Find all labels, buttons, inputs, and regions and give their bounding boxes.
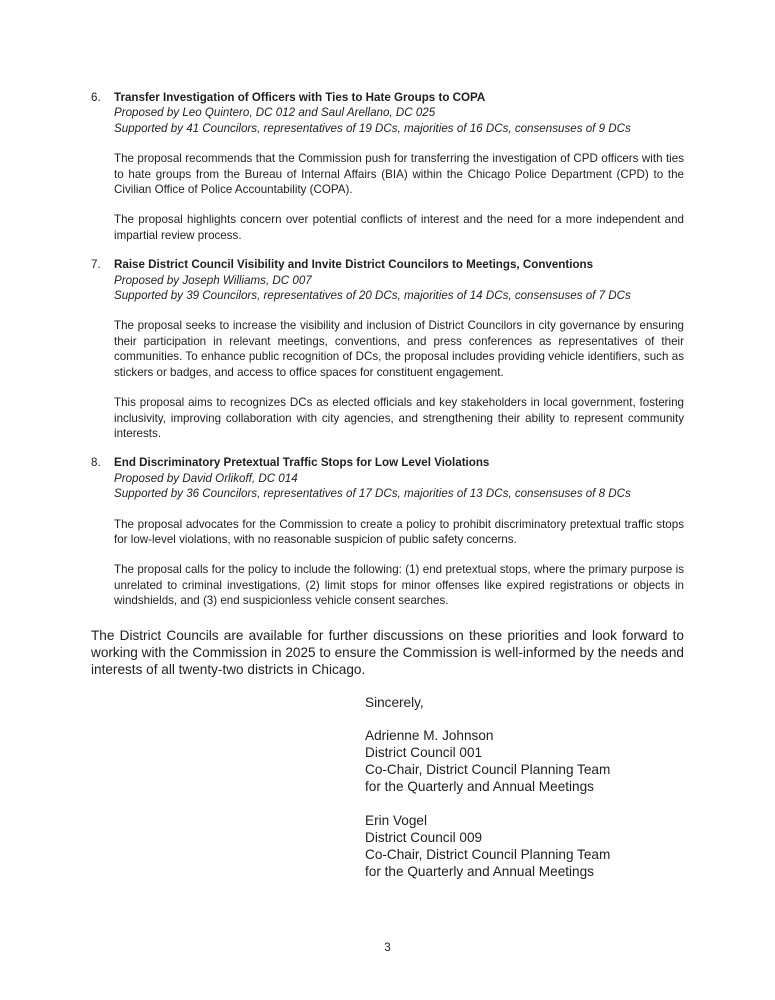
proposal-paragraph: This proposal aims to recognizes DCs as elected officials and key stakeholders in local government, fostering inclusivity, improving collaboration with city agencies, and strengthening their ability to represent community interests. [114,396,684,440]
proposal-title: Raise District Council Visibility and Invite District Councilors to Meetings, Conventions [114,258,594,272]
proposal-paragraph: The proposal seeks to increase the visibility and inclusion of District Councilors in city governance by ensuring their participation in relevant meetings, conventions, and press conferences as representatives of their communities. To enhance public recognition of DCs, the proposal includes providing vehicle identifiers, such as stickers or badges, and access to office spaces for constituent engagement. [114,319,684,379]
proposal-paragraph: The proposal highlights concern over potential conflicts of interest and the need for a more independent and impartial review process. [114,213,684,242]
item-number: 6. [91,91,101,104]
proposal-item [91,257,684,441]
signatory-role: Co-Chair, District Council Planning Team [365,847,611,862]
proposal-title: End Discriminatory Pretextual Traffic Stops for Low Level Violations [114,456,490,470]
proposal-item [91,90,684,243]
proposal-paragraph: The proposal advocates for the Commission to create a policy to prohibit discriminatory pretextual traffic stops for low-level violations, with no reasonable suspicion of public safety concerns. [114,517,684,546]
item-number: 8. [91,456,101,470]
proposal-paragraph: The proposal calls for the policy to include the following: (1) end pretextual stops, where the primary purpose is unrelated to criminal investigations, (2) limit stops for minor offenses like expired registrations or objects in windshields, and (3) end suspicionless vehicle consent searches. [114,563,684,608]
signature-block [365,812,665,880]
signatory-role: Co-Chair, District Council Planning Team [365,762,611,777]
signatory-council: District Council 009 [365,830,483,845]
signatory-council: District Council 001 [365,745,483,760]
proposed-by-line: Proposed by Leo Quintero, DC 012 and Saul Arellano, DC 025 [114,106,436,120]
supported-by-line: Supported by 39 Councilors, representatives of 20 DCs, majorities of 14 DCs, consensuses of 7 DCs [114,289,631,303]
sign-off [365,694,665,711]
proposed-by-line: Proposed by David Orlikoff, DC 014 [114,471,298,485]
signatory-name: Erin Vogel [365,813,427,828]
proposed-by-line: Proposed by Joseph Williams, DC 007 [114,273,312,287]
sign-off-text: Sincerely, [365,695,424,710]
signatory-role-detail: for the Quarterly and Annual Meetings [365,864,594,879]
proposal-list [91,90,684,623]
supported-by-line: Supported by 41 Councilors, representatives of 19 DCs, majorities of 16 DCs, consensuses of 9 DCs [114,121,631,135]
signatory-role-detail: for the Quarterly and Annual Meetings [365,779,594,794]
item-number: 7. [91,258,101,272]
closing-paragraph: The District Councils are available for further discussions on these priorities and look forward to working with the Commission in 2025 to ensure the Commission is well-informed by the needs and interests of all twenty-two districts in Chicago. [91,628,684,677]
signatory-name: Adrienne M. Johnson [365,728,494,743]
proposal-paragraph: The proposal recommends that the Commission push for transferring the investigation of CPD officers with ties to hate groups from the Bureau of Internal Affairs (BIA) within the Chicago Police Department (CPD) to the Civilian Office of Police Accountability (COPA). [114,152,684,197]
proposal-item [91,455,684,608]
signature-block [365,727,665,795]
proposal-title: Transfer Investigation of Officers with Ties to Hate Groups to COPA [114,91,486,104]
supported-by-line: Supported by 36 Councilors, representatives of 17 DCs, majorities of 13 DCs, consensuses of 8 DCs [114,487,631,501]
page-number: 3 [384,941,391,954]
